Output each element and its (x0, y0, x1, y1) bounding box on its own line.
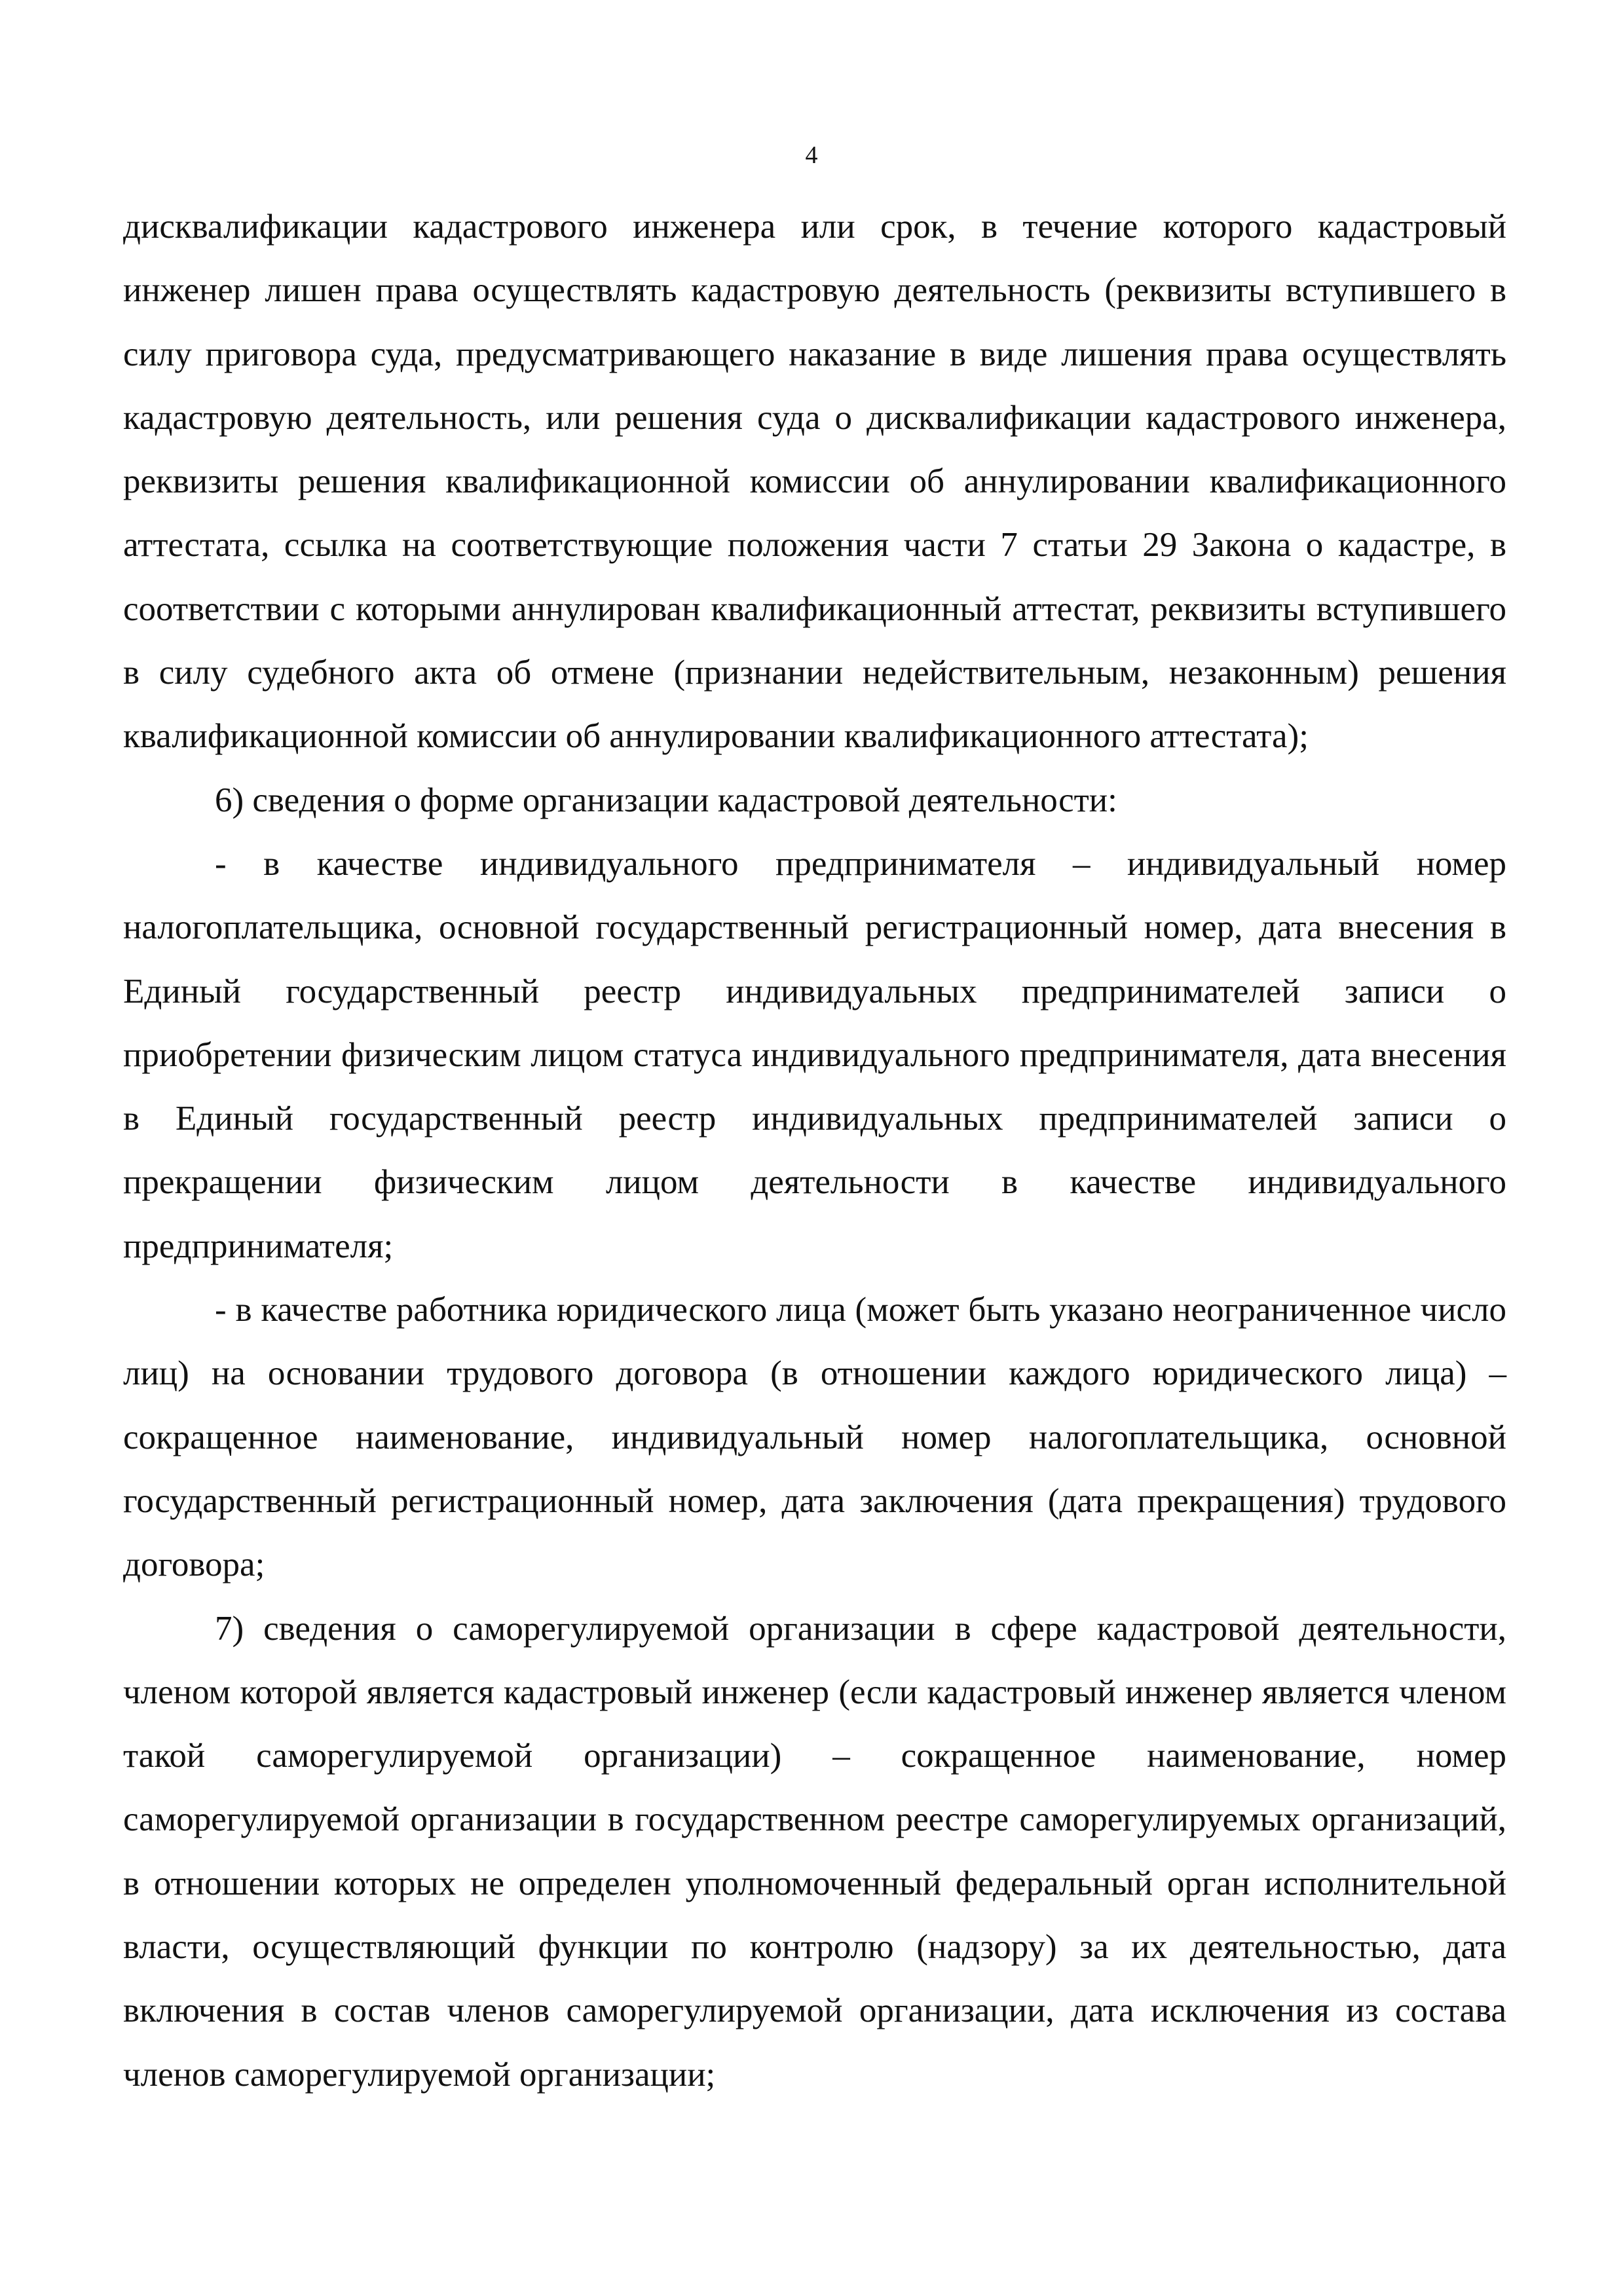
page-number: 4 (805, 141, 818, 169)
paragraph-item-6-organization-form: 6) сведения о форме организации кадастровой деятельности: (215, 781, 1117, 819)
paragraph-individual-entrepreneur: - в качестве индивидуального предпринимателя – индивидуальный номер налогоплательщика, основной государственный регистрационный номер, дата внесения в Единый государственный реестр индивидуальных предпринимателей записи о приобретении физическим лицом статуса индивидуального предпринимателя, дата внесения в Единый государственный реестр индивидуальных предпринимателей записи о прекращении физическим лицом деятельности в качестве индивидуального предпринимателя; (123, 844, 1506, 1265)
paragraph-item-7-self-regulatory-organization: 7) сведения о саморегулируемой организации в сфере кадастровой деятельности, членом которой является кадастровый инженер (если кадастровый инженер является членом такой саморегулируемой организации) – сокращенное наименование, номер саморегулируемой организации в государственном реестре саморегулируемых организаций, в отношении которых не определен уполномоченный федеральный орган исполнительной власти, осуществляющий функции по контролю (надзору) за их деятельностью, дата включения в состав членов саморегулируемой организации, дата исключения из состава членов саморегулируемой организации; (123, 1609, 1506, 2094)
document-body (123, 195, 1506, 2107)
paragraph-legal-entity-employee: - в качестве работника юридического лица (может быть указано неограниченное число лиц) на основании трудового договора (в отношении каждого юридического лица) – сокращенное наименование, индивидуальный номер налогоплательщика, основной государственный регистрационный номер, дата заключения (дата прекращения) трудового договора; (123, 1291, 1506, 1584)
paragraph-disqualification-details: дисквалификации кадастрового инженера или срок, в течение которого кадастровый инженер лишен права осуществлять кадастровую деятельность (реквизиты вступившего в силу приговора суда, предусматривающего наказание в виде лишения права осуществлять кадастровую деятельность, или решения суда о дисквалификации кадастрового инженера, реквизиты решения квалификационной комиссии об аннулировании квалификационного аттестата, ссылка на соответствующие положения части 7 статьи 29 Закона о кадастре, в соответствии с которыми аннулирован квалификационный аттестат, реквизиты вступившего в силу судебного акта об отмене (признании недействительным, незаконным) решения квалификационной комиссии об аннулировании квалификационного аттестата); (123, 208, 1506, 756)
